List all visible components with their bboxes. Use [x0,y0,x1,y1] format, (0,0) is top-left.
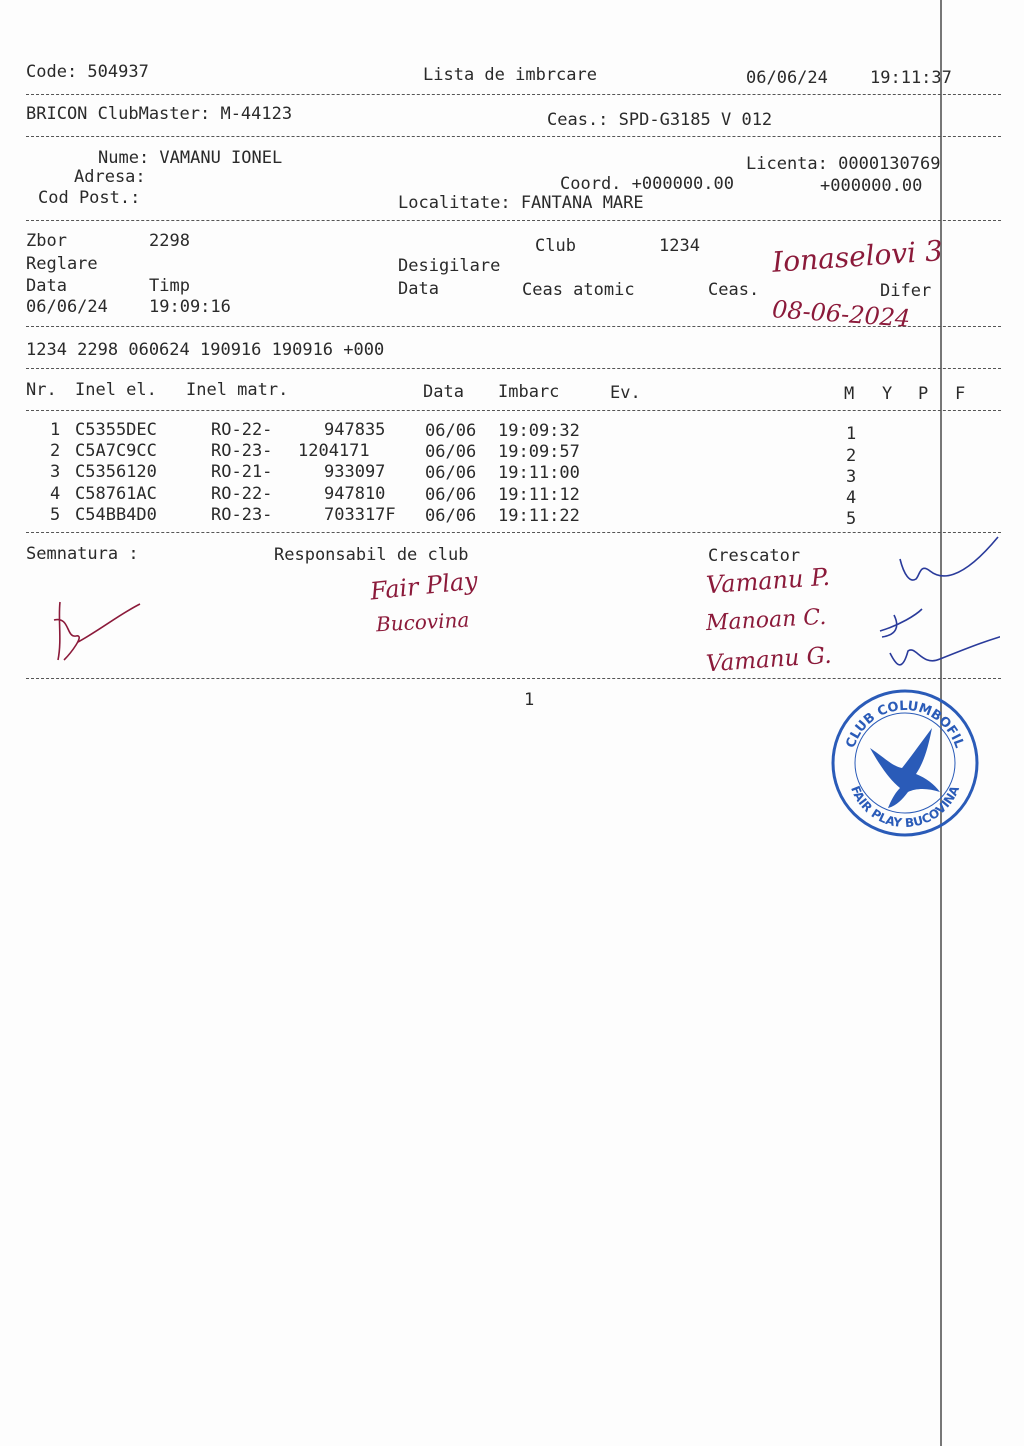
owner-license: Licenta: 0000130769 [746,154,941,174]
set-time: 19:09:16 [149,297,231,317]
club-number: 1234 [659,236,700,256]
row-m: 2 [846,446,857,466]
row-imbarc: 19:09:32 [498,421,580,441]
col-nr: Nr. [26,380,57,400]
row-imbarc: 19:09:57 [498,442,580,462]
document-code: Code: 504937 [26,62,149,82]
row-inel-el: C5355DEC [75,420,157,440]
row-data: 06/06 [425,421,477,441]
col-ev: Ev. [610,383,641,403]
club-label: Club [535,236,576,256]
desigilare-label: Desigilare [398,256,501,276]
header-date: 06/06/24 [746,68,828,88]
header-time: 19:11:37 [870,68,952,88]
owner-postal-code: Cod Post.: [38,188,141,208]
col-inel-matr: Inel matr. [186,380,289,400]
divider [26,326,1001,327]
row-prefix: RO-21- [211,462,273,482]
row-m: 3 [846,467,857,487]
row-prefix: RO-23- [211,505,273,525]
divider [26,136,1001,137]
divider [26,532,1001,533]
handwritten-location: Ionaselovi 3 [771,234,944,279]
row-nr: 2 [50,441,61,461]
flight-number: 2298 [149,231,190,251]
col-y: Y [882,384,893,404]
col-data: Data [423,382,464,402]
stamp-bottom-text: FAIR PLAY BUCOVINA [848,783,963,831]
row-prefix: RO-22- [211,484,273,504]
handwritten-signature-mark [40,590,150,670]
divider [26,368,1001,369]
col-inel-el: Inel el. [75,380,157,400]
row-inel-el: C5356120 [75,462,157,482]
data-label: Data [26,276,67,296]
row-nr: 3 [50,462,61,482]
row-m: 5 [846,509,857,529]
breeder-label: Crescator [708,546,801,566]
col-f: F [955,384,966,404]
handwritten-date: 08-06-2024 [771,295,912,333]
row-imbarc: 19:11:12 [498,485,580,505]
row-nr: 5 [50,505,61,525]
row-nr: 1 [50,420,61,440]
data-label-2: Data [398,279,439,299]
row-m: 1 [846,424,857,444]
summary-code-line: 1234 2298 060624 190916 190916 +000 [26,340,385,360]
row-matr: 1204171 [298,441,370,461]
divider [26,220,1001,221]
row-m: 4 [846,488,857,508]
row-matr: 933097 [324,462,386,482]
club-stamp [830,688,980,838]
row-imbarc: 19:11:00 [498,463,580,483]
clubmaster-id: BRICON ClubMaster: M-44123 [26,104,293,124]
col-p: P [918,384,929,404]
signature-label: Semnatura : [26,544,139,564]
row-prefix: RO-23- [211,441,273,461]
owner-coord-2: +000000.00 [820,176,923,196]
dove-icon [870,728,940,808]
row-data: 06/06 [425,485,477,505]
handwritten-breeder-1: Vamanu P. [705,562,831,600]
flight-label: Zbor [26,231,67,251]
owner-name: Nume: VAMANU IONEL [98,148,283,168]
atomic-clock-label: Ceas atomic [522,280,635,300]
row-inel-el: C58761AC [75,484,157,504]
handwritten-breeder-2: Manoan C. [705,604,827,637]
row-imbarc: 19:11:22 [498,506,580,526]
row-data: 06/06 [425,506,477,526]
row-matr: 703317F [324,505,396,525]
row-data: 06/06 [425,463,477,483]
handwritten-club-1: Fair Play [368,566,479,606]
row-inel-el: C54BB4D0 [75,505,157,525]
divider [26,410,1001,411]
handwritten-club-2: Bucovina [375,607,470,637]
row-prefix: RO-22- [211,420,273,440]
owner-address: Adresa: [74,167,146,187]
difference-label: Difer [880,281,932,301]
clock-id: Ceas.: SPD-G3185 V 012 [547,110,773,130]
set-date: 06/06/24 [26,297,108,317]
row-data: 06/06 [425,442,477,462]
divider [26,94,1001,95]
row-nr: 4 [50,484,61,504]
owner-coord: Coord. +000000.00 [560,174,734,194]
timp-label: Timp [149,276,190,296]
col-m: M [844,384,855,404]
row-matr: 947835 [324,420,386,440]
owner-locality: Localitate: FANTANA MARE [398,193,644,213]
stamp-top-text: CLUB COLUMBOFIL [843,698,967,751]
handwritten-breeder-3: Vamanu G. [705,642,833,678]
row-matr: 947810 [324,484,386,504]
divider [26,678,1001,679]
page-number: 1 [524,690,535,710]
club-responsible-label: Responsabil de club [274,545,469,565]
col-imbarc: Imbarc [498,382,560,402]
handwritten-initials-mark [860,535,1000,685]
document-title: Lista de imbrcare [423,65,597,85]
row-inel-el: C5A7C9CC [75,441,157,461]
reglare-label: Reglare [26,254,98,274]
clock-label: Ceas. [708,280,760,300]
